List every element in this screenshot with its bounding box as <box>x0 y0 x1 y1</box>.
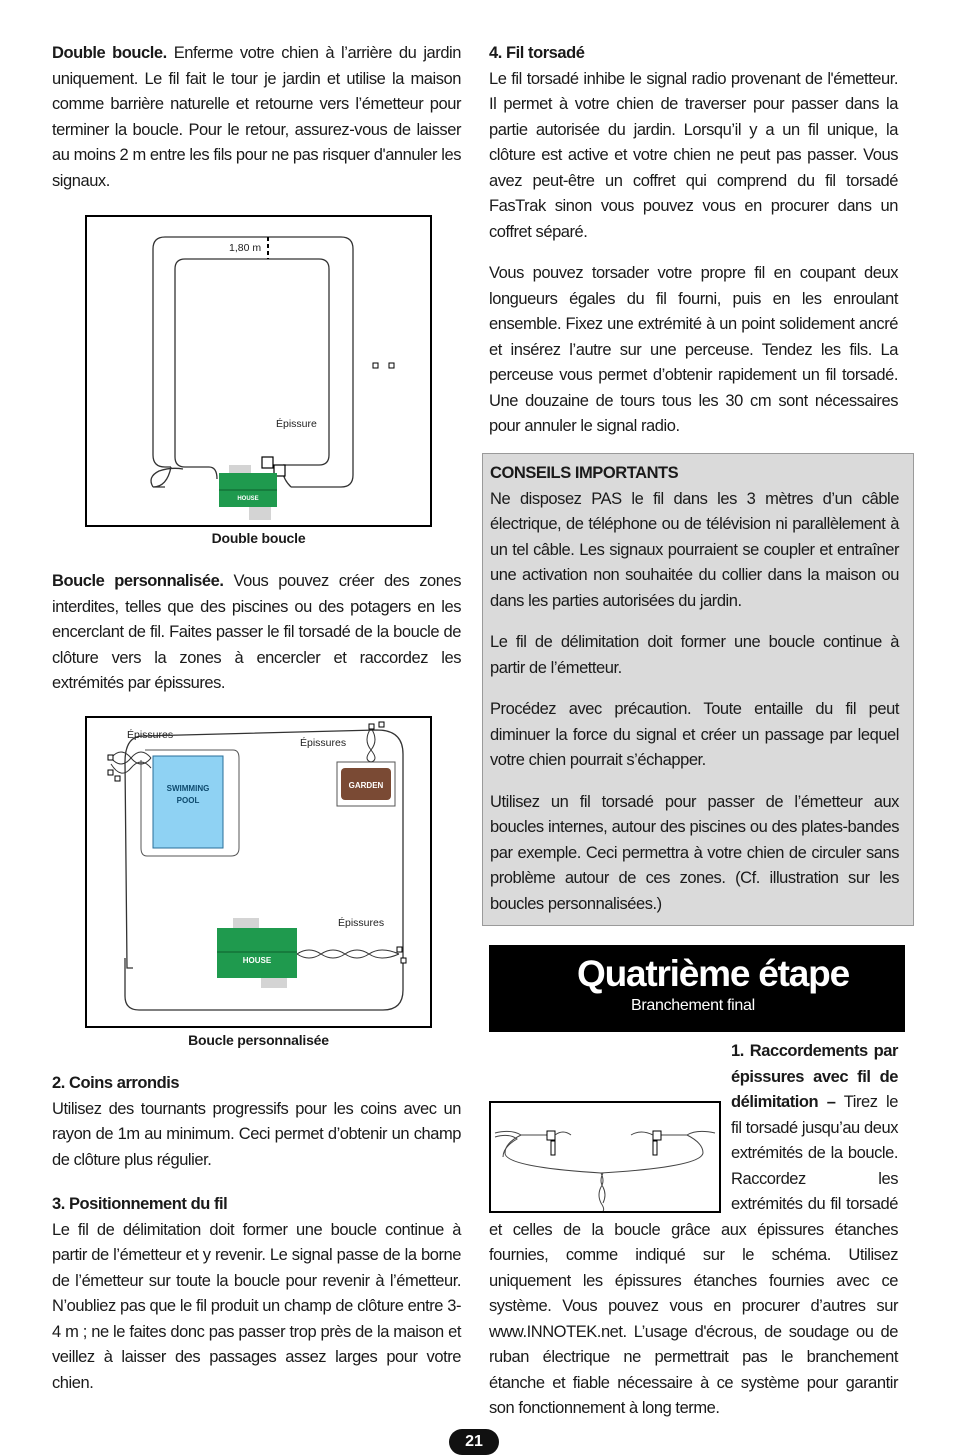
label-epissures-pool: Épissures <box>127 729 174 741</box>
caption-double-boucle: Double boucle <box>211 530 306 546</box>
label-house-2: HOUSE <box>242 956 272 965</box>
step-title: Quatrième étape <box>577 953 849 994</box>
label-epissures-garden: Épissures <box>300 737 347 749</box>
figure-splice-connection <box>489 1101 721 1213</box>
inner-wire-loop <box>175 259 329 467</box>
fil-torsade-heading: 4. Fil torsadé <box>489 44 585 62</box>
coins-text: Utilisez des tournants progressifs pour les coins avec un rayon de 1m au minimum. Ceci permet d’obtenir un champ de clôture plus régulier. <box>52 1099 461 1169</box>
label-epissure: Épissure <box>276 418 317 430</box>
left-column <box>52 41 461 194</box>
fil-torsade-p1: Le fil torsadé inhibe le signal radio provenant de l'émetteur. Il permet à votre chien de traverser pour passer dans la partie autorisée du jardin. Lorsqu’il y a un fil unique, la clôture est active et votre chien ne peut pas passer. Vous avez peut-être un coffret qui comprend du fil torsadé FasTrak sinon vous pouvez vous en procurer dans un coffret séparé. <box>489 69 898 241</box>
splice-icon <box>108 755 113 760</box>
conseils-p3: Procédez avec précaution. Toute entaille du fil peut diminuer la force du signal et créer un passage par lequel votre chien pourrait s’échapper. <box>490 700 899 769</box>
outer-wire-loop <box>153 237 353 487</box>
splice-icon <box>262 457 273 468</box>
transmitter-terminal-icon <box>389 363 394 368</box>
splice-icon <box>379 722 384 727</box>
house-block <box>217 928 297 978</box>
label-pool: POOL <box>176 796 200 805</box>
conseils-p4: Utilisez un fil torsadé pour passer de l’émetteur aux boucles internes, autour des piscines ou des plates-bandes par exemple. Ceci permettra à votre chien de circuler sans problème autour de ces zones. (Cf. illustration sur les boucles personnalisées.) <box>490 792 899 913</box>
coins-heading: 2. Coins arrondis <box>52 1074 180 1092</box>
conseils-importants-panel <box>482 453 914 926</box>
double-boucle-paragraph <box>52 41 461 194</box>
boucle-perso-text: Vous pouvez créer des zones interdites, telles que des piscines ou des potagers en les encerclant de fil. Faites passer le fil torsadé de la boucle de clôture vers la zones à encercler et raccordez les extrémités par épissures. <box>52 572 462 692</box>
raccordements-lead: 1. Raccordements par épissures avec fil de délimitation – <box>731 1042 898 1111</box>
double-boucle-lead: Double boucle. <box>52 44 167 62</box>
splice-icon <box>653 1131 661 1140</box>
splice-diagram <box>491 1103 719 1211</box>
fil-torsade-p2: Vous pouvez torsader votre propre fil en coupant deux longueurs égales du fil fourni, puis en les enroulant ensemble. Fixez une extrémité à un point solidement ancré et insérez l’autre sur une perceuse. Tendez les fils. La perceuse vous permet d’obtenir rapidement un fil torsadé. Une douzaine de tours tous les 30 cm sont nécessaires pour annuler le signal radio. <box>489 264 898 435</box>
page-number: 21 <box>449 1429 499 1455</box>
label-epissures-house: Épissures <box>338 917 385 929</box>
raccordements-paragraph <box>489 1039 898 1422</box>
transmitter-terminal-icon <box>373 363 378 368</box>
boucle-perso-paragraph <box>52 569 461 697</box>
figure-double-boucle <box>85 215 432 527</box>
boucle-perso-lead: Boucle personnalisée. <box>52 572 224 590</box>
boucle-perso-block <box>52 569 461 697</box>
positionnement-text: Le fil de délimitation doit former une boucle continue à partir de l’émetteur et y revenir. Le signal passe de la borne de l’émetteur sur toute la boucle pour revenir à l’émetteur. N’oubliez pas que le fil produit un champ de clôture entre 3-4 m ; ne le faites donc pas passer trop près de la maison et veillez à laisser des passages assez larges pour votre chien. <box>52 1220 461 1392</box>
caption-boucle-personnalisee: Boucle personnalisée <box>188 1032 329 1048</box>
step-subtitle: Branchement final <box>631 997 755 1014</box>
label-garden: GARDEN <box>348 781 384 790</box>
raccordements-block <box>489 1039 898 1422</box>
double-boucle-text: Enferme votre chien à l’arrière du jardin uniquement. Le fil fait le tour je jardin et utilise la maison comme barrière naturelle et retourne vers l’émetteur pour terminer la boucle. Pour le retour, assurez-vous de laisser au moins 2 m entre les fils pour ne pas risquer d'annuler les signaux. <box>52 44 461 190</box>
splice-icon <box>369 724 374 729</box>
conseils-p2: Le fil de délimitation doit former une boucle continue à partir de l’émetteur. <box>490 633 899 677</box>
label-distance: 1,80 m <box>229 242 262 254</box>
step-banner <box>489 945 905 1032</box>
right-column <box>489 41 898 440</box>
splice-icon <box>547 1131 555 1140</box>
double-boucle-diagram <box>87 217 430 525</box>
label-swimming: SWIMMING <box>166 784 210 793</box>
splice-icon <box>115 776 120 781</box>
splice-icon <box>397 947 402 952</box>
figure-boucle-personnalisee <box>85 716 432 1028</box>
splice-icon <box>108 770 113 775</box>
label-house: HOUSE <box>237 496 259 502</box>
splice-icon <box>401 958 406 963</box>
conseils-p1: Ne disposez PAS le fil dans les 3 mètres d’un câble électrique, de téléphone ou de télévision ni parallèlement à un tel câble. Les signaux pourraient se coupler et entraîner une activation non souhaitée du collier dans la maison ou dans les parties autorisées du jardin. <box>490 489 899 610</box>
boucle-personnalisee-diagram <box>87 718 430 1026</box>
positionnement-heading: 3. Positionnement du fil <box>52 1195 228 1213</box>
raccordements-text: Tirez le fil torsadé jusqu’au deux extrémités de la boucle. Raccordez les extrémités du fil torsadé et celles de la boucle grâce aux épissures étanches fournies, comme indiqué sur le schéma. Utilisez uniquement les épissures étanches fournies avec ce système. Vous pouvez vous en procurer d’autres sur www.INNOTEK.net. L’usage d'écrous, de soudage ou de ruban électrique ne permettrait pas le branchement étanche et fiable nécessaire à ce système pour garantir son fonctionnement à long terme. <box>489 1093 898 1417</box>
coins-block <box>52 1071 461 1396</box>
conseils-heading: CONSEILS IMPORTANTS <box>490 464 679 482</box>
